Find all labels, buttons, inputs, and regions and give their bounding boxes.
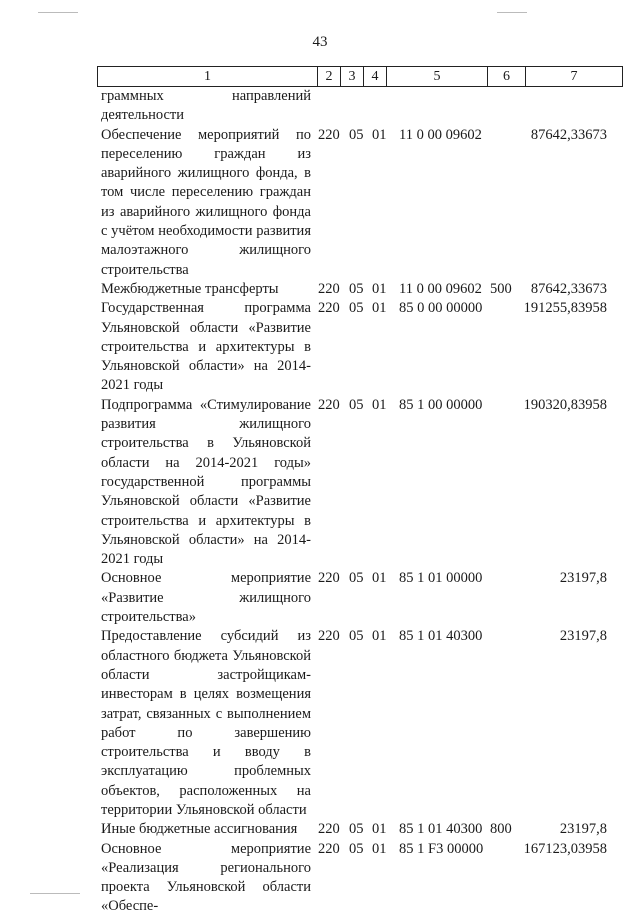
row-col-5: 85 1 01 00000 xyxy=(399,570,483,587)
table-row xyxy=(0,280,640,299)
row-col-6: 500 xyxy=(490,280,512,297)
row-description: Основное мероприятие «Реализация регионального проекта Ульяновской области «Обеспе- xyxy=(101,840,311,915)
row-description: Основное мероприятие «Развитие жилищного строительства» xyxy=(101,570,311,626)
scan-mark xyxy=(30,893,80,894)
row-col-7: 87642,33673 xyxy=(530,126,607,143)
row-description: Государственная программа Ульяновской области «Развитие строительства и архитектуры в Ульяновской области» на 2014-2021 годы xyxy=(101,300,311,394)
table-row xyxy=(0,87,640,126)
scan-mark xyxy=(38,12,78,13)
row-col-3: 05 xyxy=(349,300,364,317)
page-number: 43 xyxy=(312,34,328,50)
row-col-7: 23197,8 xyxy=(559,570,607,587)
row-col-5: 85 1 01 40300 xyxy=(399,628,483,645)
header-col-3: 3 xyxy=(341,67,364,87)
row-col-5: 85 0 00 00000 xyxy=(399,300,483,317)
table-row xyxy=(0,840,640,917)
row-col-4: 01 xyxy=(372,570,387,587)
row-col-3: 05 xyxy=(349,280,364,297)
row-description: Иные бюджетные ассигнования xyxy=(101,821,298,838)
row-col-2: 220 xyxy=(318,396,340,413)
table-row xyxy=(0,299,640,395)
header-col-2: 2 xyxy=(318,67,341,87)
row-col-5: 11 0 00 09602 xyxy=(399,280,482,297)
row-description: Подпрограмма «Стимулирование развития жилищного строительства в Ульяновской области на 2014-2021 годы» государственной программы Ульяновской области «Развитие строительства и архитектуры в Ульяновской области» на 2014-2021 годы xyxy=(101,396,311,568)
row-col-4: 01 xyxy=(372,280,387,297)
row-col-7: 87642,33673 xyxy=(530,280,607,297)
row-col-2: 220 xyxy=(318,840,340,857)
row-col-3: 05 xyxy=(349,126,364,143)
row-col-7: 23197,8 xyxy=(559,628,607,645)
header-col-7: 7 xyxy=(526,67,623,87)
row-col-2: 220 xyxy=(318,280,340,297)
table-row xyxy=(0,569,640,627)
row-col-5: 85 1 F3 00000 xyxy=(399,840,484,857)
row-col-5: 85 1 01 40300 xyxy=(399,821,483,838)
header-col-1: 1 xyxy=(98,67,318,87)
row-description: Межбюджетные трансферты xyxy=(101,280,279,297)
row-col-4: 01 xyxy=(372,821,387,838)
table-row xyxy=(0,126,640,280)
row-col-2: 220 xyxy=(318,300,340,317)
row-col-2: 220 xyxy=(318,570,340,587)
row-col-4: 01 xyxy=(372,396,387,413)
row-col-4: 01 xyxy=(372,300,387,317)
table-header xyxy=(97,66,623,87)
row-col-5: 11 0 00 09602 xyxy=(399,126,482,143)
row-description: граммных направлений деятельности xyxy=(101,88,311,124)
row-col-4: 01 xyxy=(372,628,387,645)
row-description: Предоставление субсидий из областного бюджета Ульяновской области застройщикам-инвесторам в целях возмещения затрат, связанных с выполнением работ по завершению строительства и вводу в эксплуатацию проблемных объектов, расположенных на территории Ульяновской области xyxy=(101,628,311,818)
row-col-7: 191255,83958 xyxy=(523,300,607,317)
row-col-3: 05 xyxy=(349,628,364,645)
header-col-5: 5 xyxy=(387,67,488,87)
table-body xyxy=(0,87,640,917)
table-row xyxy=(0,627,640,820)
row-col-3: 05 xyxy=(349,821,364,838)
row-col-3: 05 xyxy=(349,396,364,413)
row-col-3: 05 xyxy=(349,840,364,857)
row-description: Обеспечение мероприятий по переселению граждан из аварийного жилищного фонда, в том числе переселению граждан из аварийного жилищного фонда с учётом необходимости развития малоэтажного жилищного строительства xyxy=(101,126,311,278)
row-col-7: 23197,8 xyxy=(559,821,607,838)
row-col-7: 167123,03958 xyxy=(523,840,607,857)
row-col-2: 220 xyxy=(318,126,340,143)
row-col-2: 220 xyxy=(318,628,340,645)
row-col-2: 220 xyxy=(318,821,340,838)
header-col-6: 6 xyxy=(488,67,526,87)
row-col-3: 05 xyxy=(349,570,364,587)
table-row xyxy=(0,396,640,570)
header-row xyxy=(98,67,623,87)
row-col-4: 01 xyxy=(372,840,387,857)
header-col-4: 4 xyxy=(364,67,387,87)
row-col-5: 85 1 00 00000 xyxy=(399,396,483,413)
row-col-4: 01 xyxy=(372,126,387,143)
row-col-6: 800 xyxy=(490,821,512,838)
scan-mark xyxy=(497,12,527,13)
table-row xyxy=(0,820,640,839)
row-col-7: 190320,83958 xyxy=(523,396,607,413)
